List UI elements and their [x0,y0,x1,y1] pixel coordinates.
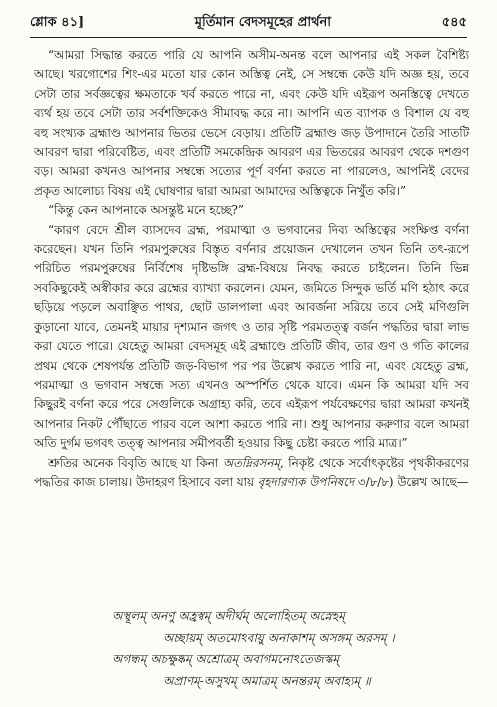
paragraph-2: “কিন্তু কেন আপনাকে অসন্তুষ্ট মনে হচ্ছে?” [48,203,244,218]
paragraph-4-text-a: শ্রুতির অনেক বিবৃতি আছে যা কিনা [48,455,223,470]
verse-line-2: অচ্ছায়ম্ অতমোঽবায়ু অনাকাশম্ অসঙ্গম্ অরসম্ । [163,630,395,645]
page-number: ৫৪৫ [441,14,467,30]
verse-line-3: অগন্ধম্ অচক্ষুষ্কম্ অশ্রোত্রম্ অবাগমনোঽতেজস্কম্ [112,652,339,666]
paragraph-4-term: অতদ্নিরসনম্ [222,455,280,470]
page-header [30,12,467,34]
paragraph-1: “আমরা সিদ্ধান্ত করতে পারি যে আপনি অসীম-অনন্ত বলে আপনার এই সকল বৈশিষ্ট্য আছে। খরগোশের শিং-এর মতো যার কোন অস্তিত্ব নেই, সে সম্বন্ধে কেউ যদি অজ্ঞ হয়, তবে সেটা তার সর্বজ্ঞত্বের ক্ষমতাকে খর্ব করতে পারে না, এবং কেউ যদি এইরূপ অনস্তিত্বে দেখতে ব্যর্থ হয় তবে সেটা তার সর্বশক্তিকেও সীমাবদ্ধ করে না। আপনি এত ব্যাপক ও বিশাল যে বহু বহু সংখ্যক ব্রহ্মাণ্ড আপনার ভিতর ভেসে বেড়ায়। প্রতিটি ব্রহ্মাণ্ড জড় উপাদানে তৈরি সাতটি আবরণ দ্বারা পরিবেষ্টিত, এবং প্রতিটি সমকেন্দ্রিক আবরণ এর ভিতরের আবরণ থেকে দশগুণ বড়। আমরা কখনও আপনার সম্বন্ধে সত্যের পূর্ণ বর্ণনা করতে না পারলেও, আপনিই বেদের প্রকৃত আলোচ্য বিষয় এই ঘোষণার দ্বারা আমরা আমাদের অস্তিত্বকে নিখুঁত করি।” [34,48,469,198]
sanskrit-verse [34,606,469,692]
paragraph-4-text-b: , নিকৃষ্ট থেকে সর্বোৎকৃষ্টের পৃথকীকরণের পদ্ধতির কাজ চালায়। উদাহরণ হিসাবে বলা যায় [34,455,469,489]
verse-reference: শ্লোক ৪১] [30,14,85,30]
page-body [34,46,469,688]
paragraph-3: “কারণ বেদে শ্রীল ব্যাসদেব ব্রহ্ম, পরমাত্মা ও ভগবানের দিব্য অস্তিত্বের সংক্ষিপ্ত বর্ণনা করেছেন। যখন তিনি পরমপুরুষের বিস্তৃত বর্ণনার প্রয়োজন দেখালেন তখন তিনি তৎ-রূপে পরিচিত পরমপুরুষের নির্বিশেষ দৃষ্টিভঙ্গি ব্রহ্ম-বিষয়ে নিবদ্ধ করতে চাইলেন। তিনি ভিন্ন সবকিছুকেই অস্বীকার করে ব্রহ্মের ব্যাখ্যা করলেন। যেমন, জমিতে সিন্দুক ভর্তি মণি হঠাৎ করে ছড়িয়ে পড়লে অবাঞ্ছিত পাথর, ছোট ডালপালা এবং আবর্জনা সরিয়ে তবে সেই মণিগুলি কুড়ানো যাবে, তেমনই মায়ার দৃশ্যমান জগৎ ও তার সৃষ্টি পরমতত্ত্ব বর্জন পদ্ধতির দ্বারা লাভ করা যেতে পারে। যেহেতু আমরা বেদসমূহ এই ব্রহ্মাণ্ডে প্রতিটি জীব, তার গুণ ও গতি কালের প্রথম থেকে শেষপর্যন্ত প্রতিটি জড়-বিভাগ পর পর উল্লেখ করতে পারি না, এবং যেহেতু ব্রহ্ম, পরমাত্মা ও ভগবান সম্বন্ধে সত্য এখনও অস্পর্শিত থেকে যাবে। এমন কি আমরা যদি সব কিছুরই বর্ণনা করে পরে সেগুলিকে অগ্রাহ্য করি, তবে এইরূপ পর্যবেক্ষণের দ্বারা আমরা কখনই আপনার নিকট পৌঁছাতে পারব বলে আশা করতে পারি না। শুধু আপনার করুণার বলে আমরা অতি দুর্গম ভগবৎ তত্ত্ব আপনার সমীপবর্তী হওয়ার কিছু চেষ্টা করতে পারি মাত্র।” [34,222,469,451]
paragraph-4-text-c: ৩/৮/৮) উল্লেখ আছে— [354,474,469,489]
verse-line-1: অস্থূলম্ অনণু অহ্রস্বম্ অদীর্ঘম্ অলোহিতম্ অস্নেহম্ [112,609,345,623]
paragraph-4 [34,454,469,493]
verse-line-4: অপ্রাণম্-অসুখম্ অমাত্রম্ অনন্তরম্ অবাহ্যম্ ॥ [163,673,371,688]
header-rule [30,37,467,38]
chapter-title: মূর্তিমান বেদসমূহের প্রার্থনা [194,14,332,30]
paragraph-4-source: বৃহদারণ্যক উপনিষদে [257,474,355,489]
